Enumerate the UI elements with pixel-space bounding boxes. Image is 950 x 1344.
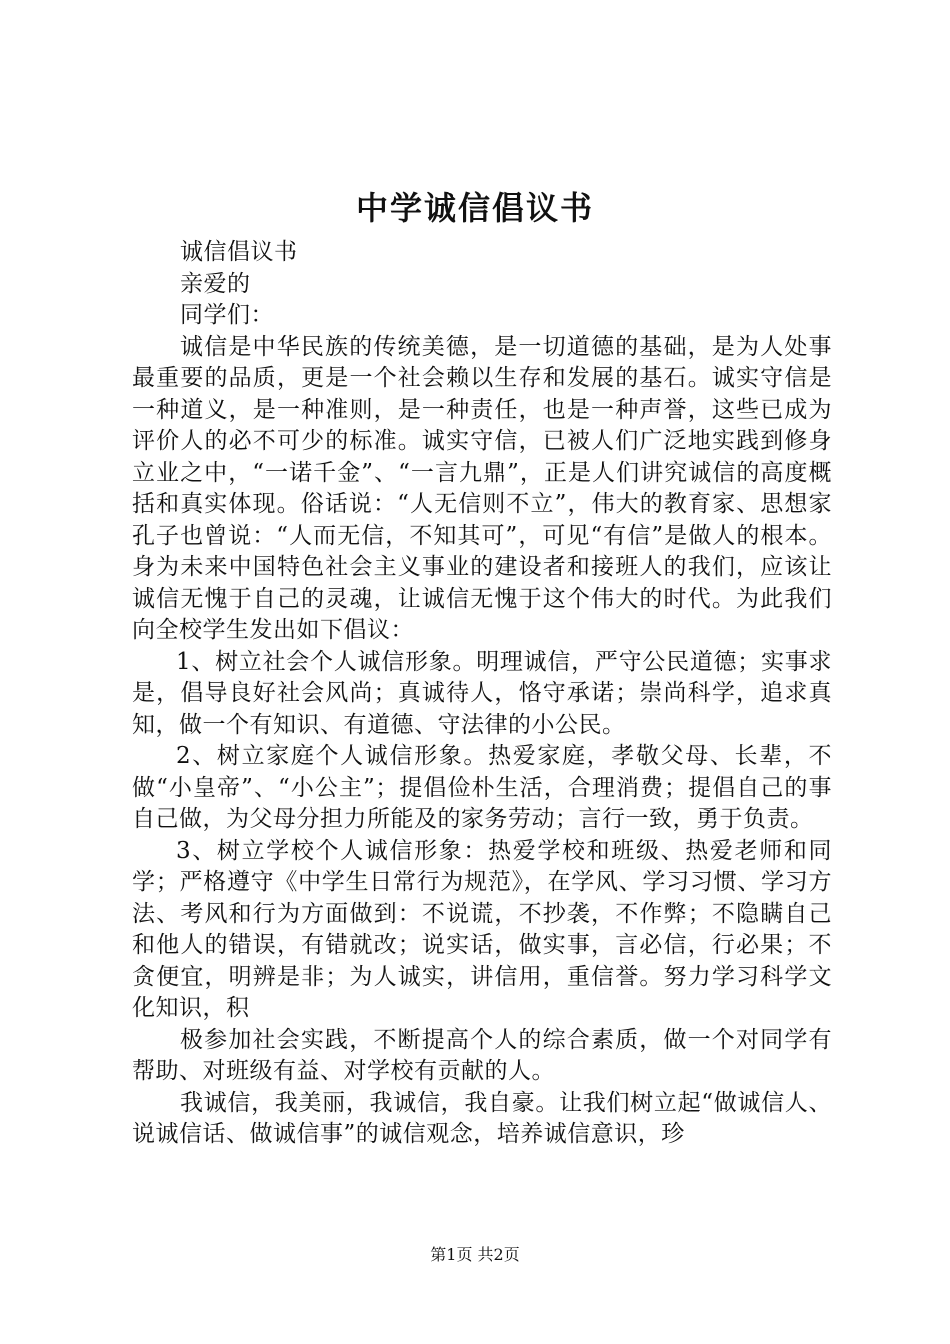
document-body [132, 237, 832, 1151]
paragraph-item-1: 1、树立社会个人诚信形象。明理诚信，严守公民道德；实事求是，倡导良好社会风尚；真诚待人，恪守承诺；崇尚科学，追求真知，做一个有知识、有道德、守法律的小公民。 [132, 648, 832, 738]
document-title: 中学诚信倡议书 [355, 189, 594, 227]
page-footer: 第1页 共2页 [430, 1245, 520, 1264]
paragraph-intro: 诚信是中华民族的传统美德，是一切道德的基础，是为人处事最重要的品质，更是一个社会赖以生存和发展的基石。诚实守信是一种道义，是一种准则，是一种责任，也是一种声誉，这些已成为评价人的必不可少的标准。诚实守信，已被人们广泛地实践到修身立业之中，“一诺千金”、“一言九鼎”，正是人们讲究诚信的高度概括和真实体现。俗话说：“人无信则不立”，伟大的教育家、思想家孔子也曾说：“人而无信，不知其可”，可见“有信”是做人的根本。身为未来中国特色社会主义事业的建设者和接班人的我们，应该让诚信无愧于自己的灵魂，让诚信无愧于这个伟大的时代。为此我们向全校学生发出如下倡议： [132, 333, 832, 643]
paragraph-item-3: 3、树立学校个人诚信形象：热爱学校和班级、热爱老师和同学；严格遵守《中学生日常行为规范》，在学风、学习习惯、学习方法、考风和行为方面做到：不说谎，不抄袭，不作弊；不隐瞒自己和他人的错误，有错就改；说实话，做实事，言必信，行必果；不贪便宜，明辨是非；为人诚实，讲信用，重信誉。努力学习科学文化知识，积 [132, 837, 832, 1021]
paragraph-closing: 我诚信，我美丽，我诚信，我自豪。让我们树立起“做诚信人、说诚信话、做诚信事”的诚信观念，培养诚信意识，珍 [132, 1089, 832, 1147]
paragraph-continuation: 极参加社会实践，不断提高个人的综合素质，做一个对同学有帮助、对班级有益、对学校有贡献的人。 [132, 1026, 832, 1084]
paragraph-salutation-2: 同学们： [180, 302, 274, 328]
paragraph-salutation-1: 亲爱的 [180, 270, 251, 297]
paragraph-heading: 诚信倡议书 [180, 239, 298, 265]
paragraph-item-2: 2、树立家庭个人诚信形象。热爱家庭，孝敬父母、长辈，不做“小皇帝”、“小公主”；提倡俭朴生活，合理消费；提倡自己的事自己做，为父母分担力所能及的家务劳动；言行一致，勇于负责。 [132, 743, 832, 832]
